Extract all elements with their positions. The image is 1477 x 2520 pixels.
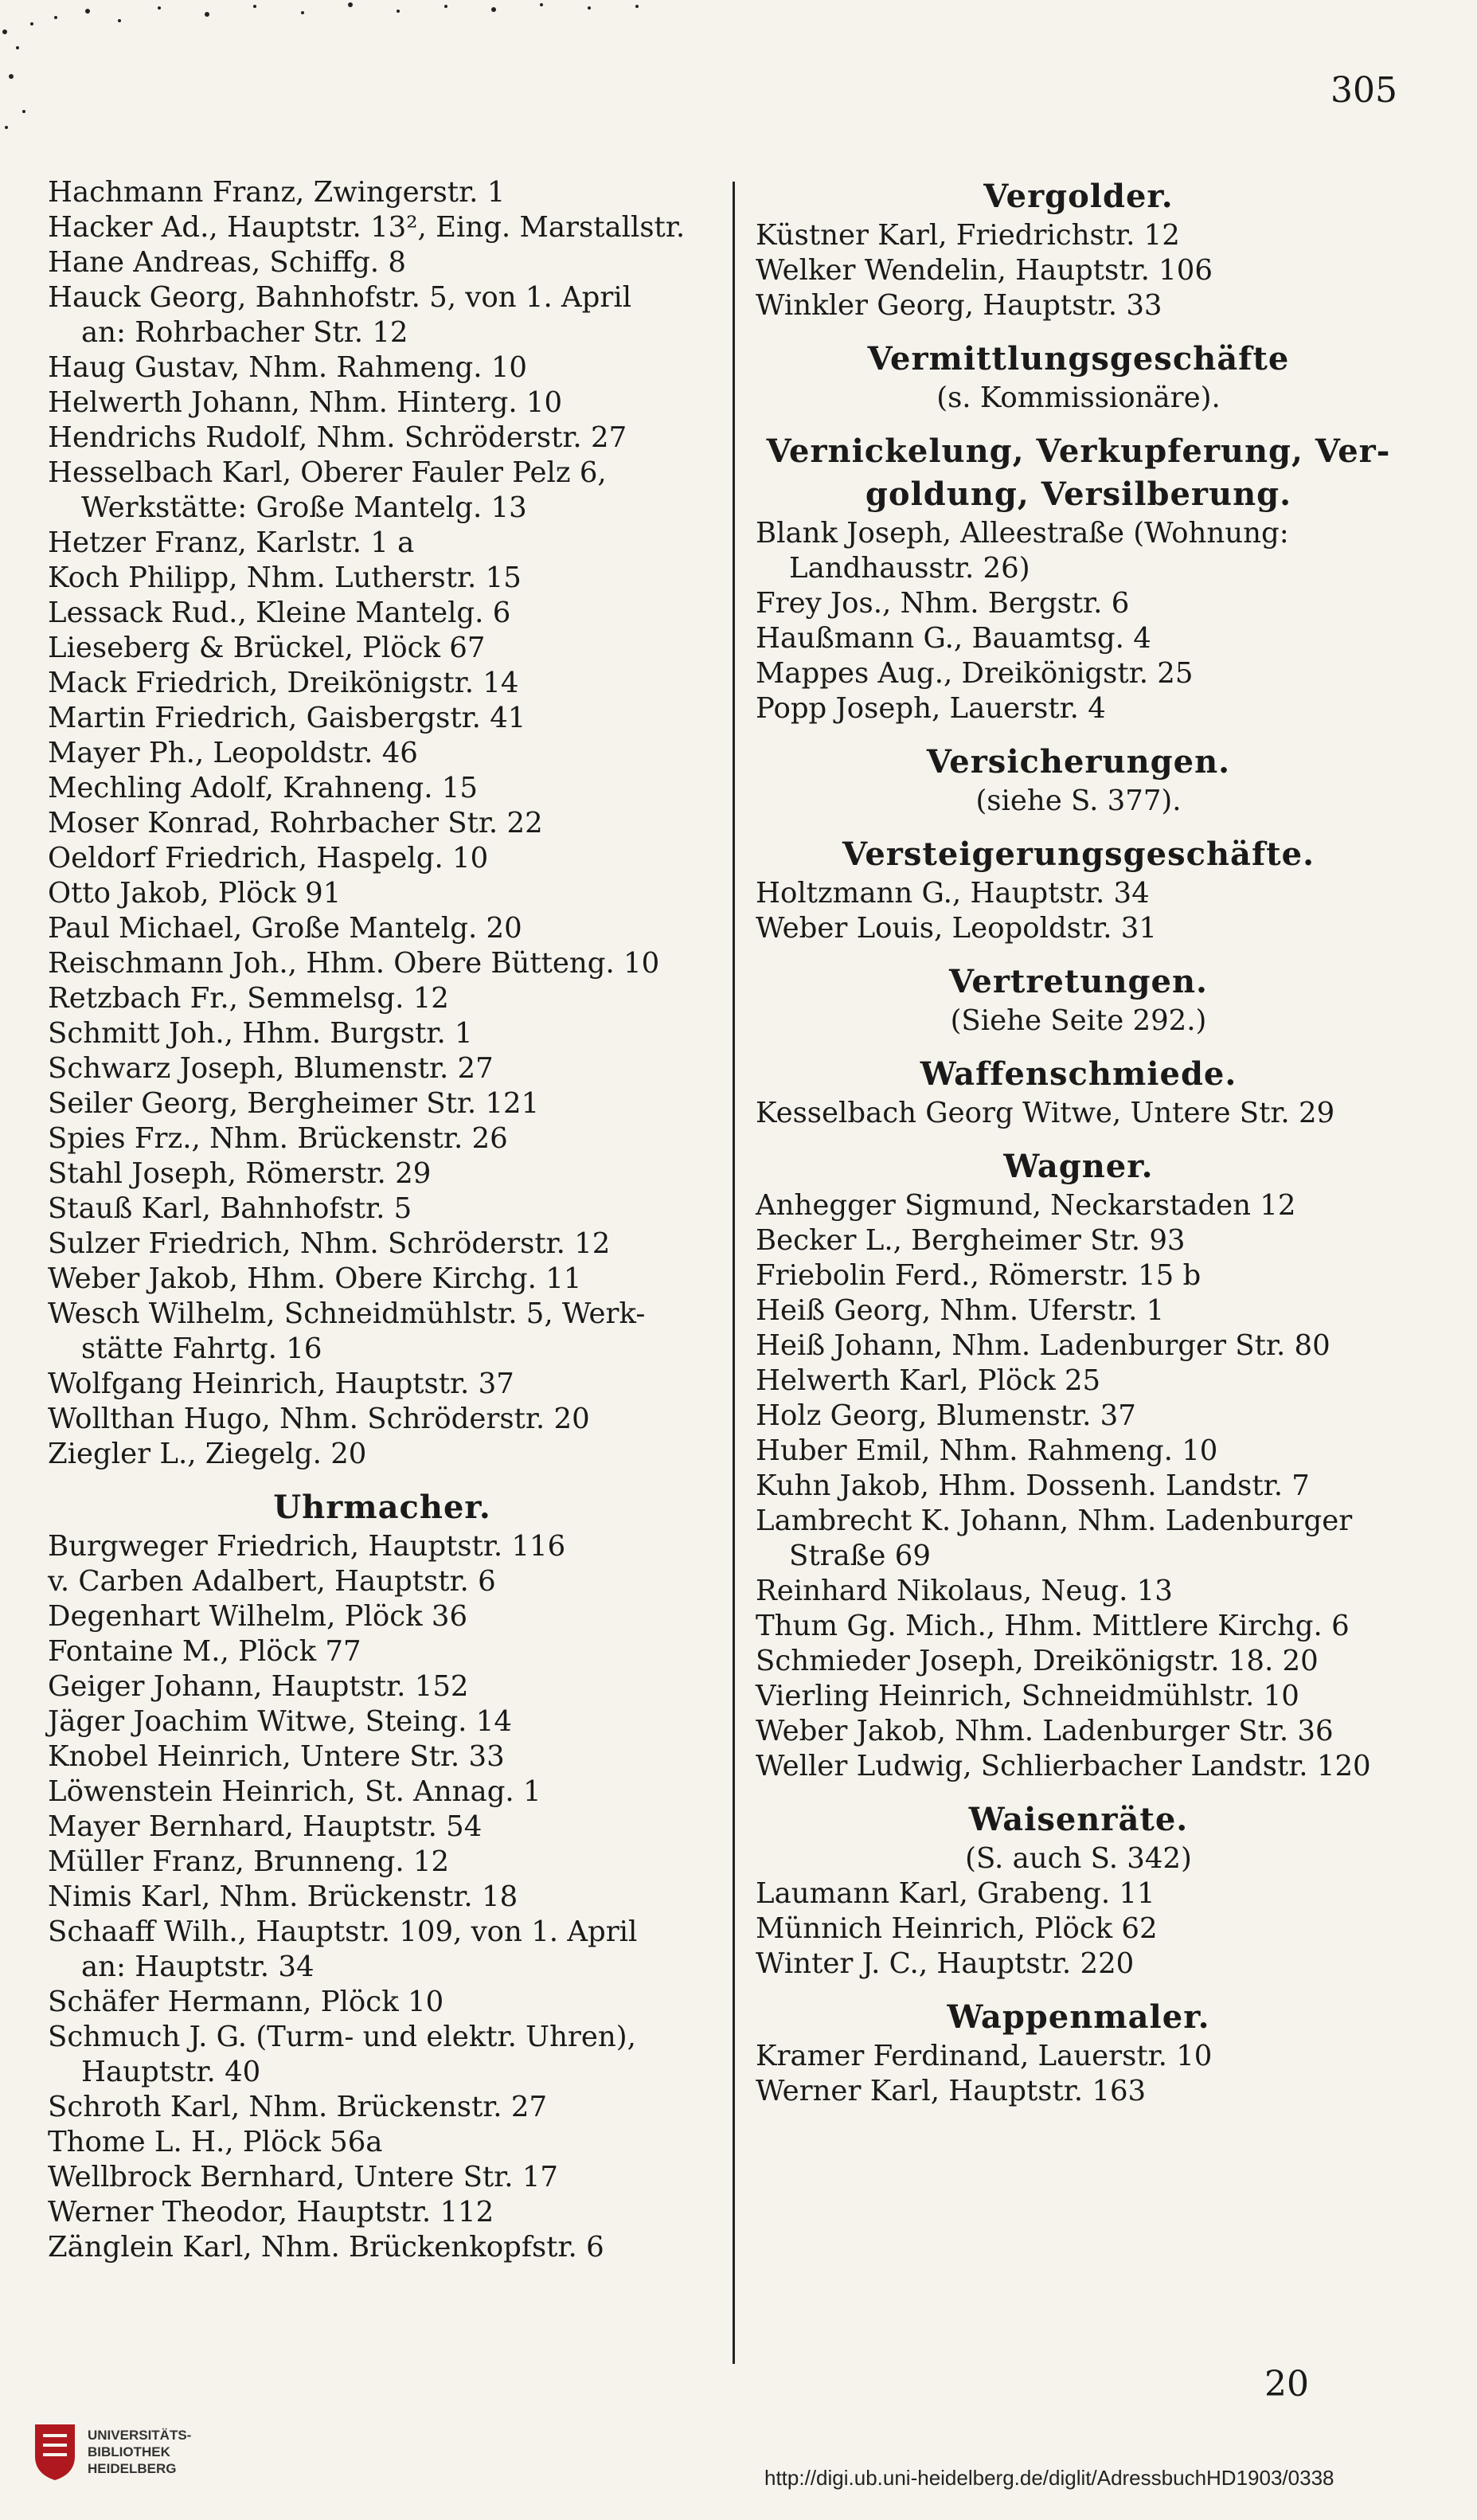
directory-entry: Weber Louis, Leopoldstr. 31	[756, 912, 1157, 945]
directory-entry: Müller Franz, Brunneng. 12	[48, 1845, 450, 1878]
directory-entry: Otto Jakob, Plöck 91	[48, 877, 342, 910]
directory-entry: Heiß Georg, Nhm. Uferstr. 1	[756, 1294, 1165, 1327]
directory-entry: Vierling Heinrich, Schneidmühlstr. 10	[756, 1680, 1299, 1712]
directory-entry: Werner Karl, Hauptstr. 163	[756, 2075, 1147, 2107]
directory-section	[756, 741, 1401, 819]
directory-entry: Stahl Joseph, Römerstr. 29	[48, 1157, 432, 1190]
directory-entry: Lessack Rud., Kleine Mantelg. 6	[48, 597, 511, 629]
directory-columns	[48, 175, 1401, 2364]
directory-entry: Zänglein Karl, Nhm. Brückenkopfstr. 6	[48, 2231, 604, 2264]
directory-entry-continuation: Werkstätte: Große Mantelg. 13	[81, 491, 527, 524]
print-specks-decoration	[0, 0, 717, 143]
directory-entry: Schroth Karl, Nhm. Brückenstr. 27	[48, 2091, 548, 2123]
directory-entry: Löwenstein Heinrich, St. Annag. 1	[48, 1775, 541, 1808]
directory-entry: Thum Gg. Mich., Hhm. Mittlere Kirchg. 6	[756, 1610, 1350, 1642]
logo-line-1: UNIVERSITÄTS-	[88, 2427, 192, 2443]
directory-entry: Münnich Heinrich, Plöck 62	[756, 1912, 1158, 1945]
section-heading: Vergolder.	[983, 178, 1174, 215]
directory-entry: Wolfgang Heinrich, Hauptstr. 37	[48, 1368, 514, 1400]
section-heading: Wagner.	[1003, 1148, 1154, 1185]
section-heading: Vernickelung, Verkupferung, Ver-	[766, 432, 1391, 470]
directory-section	[756, 430, 1401, 726]
directory-entry: Becker L., Bergheimer Str. 93	[756, 1224, 1186, 1257]
directory-section	[756, 961, 1401, 1039]
directory-section	[756, 1996, 1401, 2109]
directory-entry-continuation: Landhausstr. 26)	[789, 552, 1030, 585]
library-seal-icon	[32, 2421, 78, 2482]
directory-section	[756, 1145, 1401, 1784]
directory-entry: Mayer Bernhard, Hauptstr. 54	[48, 1810, 483, 1843]
directory-entry: Holz Georg, Blumenstr. 37	[756, 1399, 1136, 1432]
directory-entry: Weber Jakob, Nhm. Ladenburger Str. 36	[756, 1715, 1334, 1747]
directory-entry: Sulzer Friedrich, Nhm. Schröderstr. 12	[48, 1227, 611, 1260]
logo-line-2: BIBLIOTHEK	[88, 2444, 170, 2459]
section-heading: Uhrmacher.	[273, 1489, 491, 1526]
directory-entry-continuation: an: Rohrbacher Str. 12	[81, 316, 408, 349]
directory-entry: Hacker Ad., Hauptstr. 13², Eing. Marstallstr.	[48, 211, 686, 244]
directory-entry: Schmieder Joseph, Dreikönigstr. 18. 20	[756, 1645, 1319, 1677]
directory-entry: Schwarz Joseph, Blumenstr. 27	[48, 1052, 494, 1085]
directory-entry: Nimis Karl, Nhm. Brückenstr. 18	[48, 1880, 518, 1913]
directory-entry: Lambrecht K. Johann, Nhm. Ladenburger	[756, 1505, 1353, 1537]
directory-entry: Moser Konrad, Rohrbacher Str. 22	[48, 807, 543, 839]
directory-entry: Haußmann G., Bauamtsg. 4	[756, 622, 1151, 655]
section-note: (s. Kommissionäre).	[936, 382, 1221, 414]
directory-entry: Frey Jos., Nhm. Bergstr. 6	[756, 587, 1130, 620]
section-heading: Vermittlungsgeschäfte	[867, 340, 1290, 378]
section-heading-continued: goldung, Versilberung.	[865, 475, 1292, 513]
directory-entry: Burgweger Friedrich, Hauptstr. 116	[48, 1530, 566, 1563]
logo-line-3: HEIDELBERG	[88, 2460, 177, 2476]
directory-entry: Schaaff Wilh., Hauptstr. 109, von 1. April	[48, 1915, 638, 1948]
directory-entry: Reischmann Joh., Hhm. Obere Bütteng. 10	[48, 947, 660, 980]
section-heading: Wappenmaler.	[947, 1998, 1210, 2036]
directory-entry: Helwerth Karl, Plöck 25	[756, 1364, 1101, 1397]
section-note: (S. auch S. 342)	[965, 1842, 1192, 1875]
directory-entry: Schmuch J. G. (Turm- und elektr. Uhren),	[48, 2021, 636, 2053]
directory-section	[48, 1486, 717, 2265]
directory-entry: Wollthan Hugo, Nhm. Schröderstr. 20	[48, 1403, 590, 1435]
directory-entry: Welker Wendelin, Hauptstr. 106	[756, 254, 1213, 287]
directory-entry: Hachmann Franz, Zwingerstr. 1	[48, 176, 506, 209]
directory-entry: Blank Joseph, Alleestraße (Wohnung:	[756, 517, 1289, 550]
directory-entry: Paul Michael, Große Mantelg. 20	[48, 912, 522, 945]
directory-entry: Jäger Joachim Witwe, Steing. 14	[48, 1705, 512, 1738]
directory-entry: Reinhard Nikolaus, Neug. 13	[756, 1575, 1173, 1607]
directory-entry: Laumann Karl, Grabeng. 11	[756, 1877, 1155, 1910]
directory-entry: Hesselbach Karl, Oberer Fauler Pelz 6,	[48, 456, 607, 489]
directory-entry: Haug Gustav, Nhm. Rahmeng. 10	[48, 351, 528, 384]
section-heading: Versteigerungsgeschäfte.	[842, 835, 1315, 873]
directory-entry: Schmitt Joh., Hhm. Burgstr. 1	[48, 1017, 473, 1050]
directory-entry: Anhegger Sigmund, Neckarstaden 12	[756, 1189, 1296, 1222]
directory-entry: Hendrichs Rudolf, Nhm. Schröderstr. 27	[48, 421, 627, 454]
directory-entry: Wellbrock Bernhard, Untere Str. 17	[48, 2161, 558, 2193]
directory-entry: Friebolin Ferd., Römerstr. 15 b	[756, 1259, 1202, 1292]
directory-entry: Fontaine M., Plöck 77	[48, 1635, 361, 1668]
directory-entry: Heiß Johann, Nhm. Ladenburger Str. 80	[756, 1329, 1330, 1362]
directory-entry: Mappes Aug., Dreikönigstr. 25	[756, 657, 1194, 690]
directory-entry: Kuhn Jakob, Hhm. Dossenh. Landstr. 7	[756, 1469, 1310, 1502]
directory-section	[756, 1053, 1401, 1131]
directory-entry: Spies Frz., Nhm. Brückenstr. 26	[48, 1122, 508, 1155]
footer-page-number: 20	[1264, 2364, 1309, 2405]
directory-entry: Mechling Adolf, Krahneng. 15	[48, 772, 478, 804]
library-logo	[32, 2421, 191, 2482]
directory-entry: Kesselbach Georg Witwe, Untere Str. 29	[756, 1097, 1335, 1129]
directory-entry: Retzbach Fr., Semmelsg. 12	[48, 982, 449, 1015]
section-heading: Waisenräte.	[968, 1801, 1189, 1838]
directory-entry: Degenhart Wilhelm, Plöck 36	[48, 1600, 468, 1633]
directory-entry: Mayer Ph., Leopoldstr. 46	[48, 737, 418, 769]
section-heading: Versicherungen.	[926, 743, 1231, 781]
directory-entry-continuation: Straße 69	[789, 1540, 931, 1572]
directory-entry: v. Carben Adalbert, Hauptstr. 6	[48, 1565, 496, 1598]
page-number: 305	[1330, 70, 1397, 111]
directory-section	[756, 338, 1401, 416]
directory-section	[756, 833, 1401, 946]
directory-entry: Koch Philipp, Nhm. Lutherstr. 15	[48, 562, 522, 594]
right-column	[746, 175, 1401, 2364]
directory-entry: Oeldorf Friedrich, Haspelg. 10	[48, 842, 489, 875]
directory-entry: Hane Andreas, Schiffg. 8	[48, 246, 406, 279]
directory-section	[756, 1798, 1401, 1982]
directory-entry-continuation: Hauptstr. 40	[81, 2056, 261, 2088]
directory-entry: Hetzer Franz, Karlstr. 1 a	[48, 526, 415, 559]
directory-entry: Martin Friedrich, Gaisbergstr. 41	[48, 702, 526, 734]
directory-entry: Knobel Heinrich, Untere Str. 33	[48, 1740, 505, 1773]
directory-entry: Seiler Georg, Bergheimer Str. 121	[48, 1087, 540, 1120]
directory-entry: Hauck Georg, Bahnhofstr. 5, von 1. April	[48, 281, 632, 314]
directory-entry: Werner Theodor, Hauptstr. 112	[48, 2196, 494, 2228]
directory-entry: Wesch Wilhelm, Schneidmühlstr. 5, Werk-	[48, 1297, 646, 1330]
directory-entry: Thome L. H., Plöck 56a	[48, 2126, 383, 2158]
left-column	[48, 175, 733, 2364]
section-note: (siehe S. 377).	[975, 785, 1182, 817]
directory-entry: Geiger Johann, Hauptstr. 152	[48, 1670, 469, 1703]
section-heading: Vertretungen.	[949, 963, 1208, 1000]
column-divider	[733, 182, 735, 2364]
directory-entry: Huber Emil, Nhm. Rahmeng. 10	[756, 1434, 1218, 1467]
directory-entry: Kramer Ferdinand, Lauerstr. 10	[756, 2040, 1213, 2072]
directory-entry: Winter J. C., Hauptstr. 220	[756, 1947, 1135, 1980]
directory-entry: Lieseberg & Brückel, Plöck 67	[48, 632, 486, 664]
directory-entry: Mack Friedrich, Dreikönigstr. 14	[48, 667, 519, 699]
directory-entry: Popp Joseph, Lauerstr. 4	[756, 692, 1106, 725]
section-heading: Waffenschmiede.	[920, 1055, 1237, 1093]
directory-entry: Schäfer Hermann, Plöck 10	[48, 1986, 444, 2018]
directory-entry: Weller Ludwig, Schlierbacher Landstr. 120	[756, 1750, 1371, 1782]
directory-section	[756, 175, 1401, 323]
directory-entry: Helwerth Johann, Nhm. Hinterg. 10	[48, 386, 563, 419]
directory-entry: Stauß Karl, Bahnhofstr. 5	[48, 1192, 412, 1225]
directory-entry: Winkler Georg, Hauptstr. 33	[756, 289, 1162, 322]
section-note: (Siehe Seite 292.)	[950, 1004, 1207, 1037]
directory-entry: Küstner Karl, Friedrichstr. 12	[756, 219, 1180, 252]
directory-entry-continuation: stätte Fahrtg. 16	[81, 1332, 322, 1365]
directory-entry: Holtzmann G., Hauptstr. 34	[756, 877, 1150, 910]
directory-entry: Ziegler L., Ziegelg. 20	[48, 1438, 367, 1470]
source-url-link[interactable]: http://digi.ub.uni-heidelberg.de/diglit/AdressbuchHD1903/0338	[764, 2466, 1334, 2490]
directory-section	[48, 175, 717, 1472]
directory-entry-continuation: an: Hauptstr. 34	[81, 1951, 315, 1983]
directory-entry: Weber Jakob, Hhm. Obere Kirchg. 11	[48, 1262, 582, 1295]
